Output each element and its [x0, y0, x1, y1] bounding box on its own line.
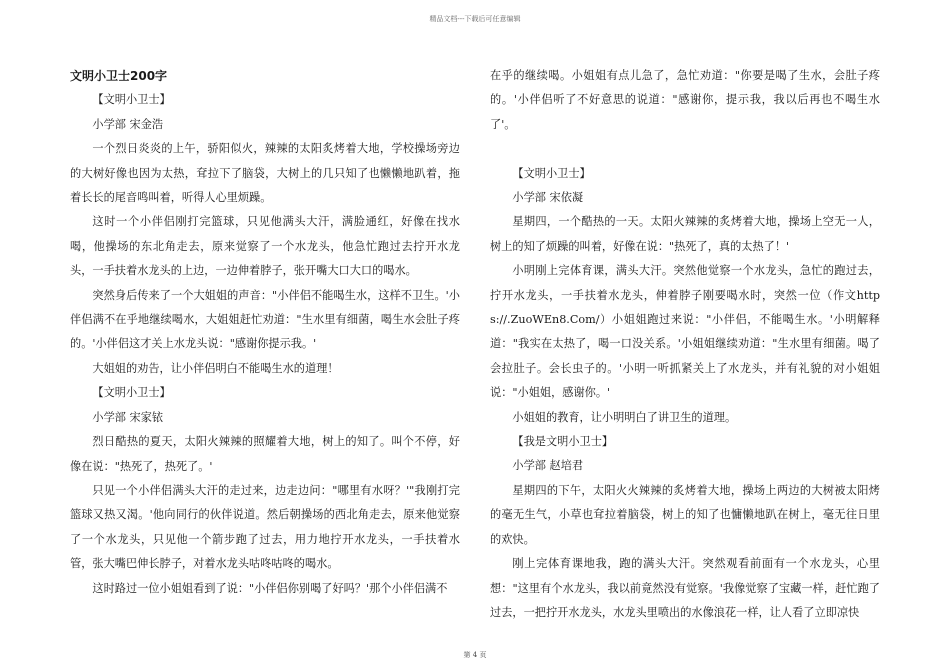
paragraph: 烈日酷热的夏天，太阳火辣辣的照耀着大地，树上的知了。叫个不停，好像在说："热死了，热死了。' [70, 435, 460, 473]
section-heading: 【文明小卫士】 [92, 93, 171, 107]
section-heading: 【我是文明小卫士】 [512, 435, 614, 449]
page-header: 精品文档---下载后可任意编辑 [429, 15, 521, 23]
author-line: 小学部 赵培君 [512, 459, 584, 473]
paragraph: 小明刚上完体育课，满头大汗。突然他觉察一个水龙头，急忙的跑过去，拧开水龙头，一手扶着水龙头，伸着脖子刚要喝水时，突然一位（作文https://.ZuoWEn8.Com/）小姐姐跑过来说："小伴侣，不能喝生水。'小明解释道："我实在太热了，喝一口没关系。'小姐姐继续劝道："生水里有细菌。喝了会拉肚子。会长虫子的。'小明一听抓紧关上了水龙头，并有礼貌的对小姐姐说："小姐姐，感谢你。' [490, 264, 880, 400]
paragraph: 在乎的继续喝。小姐姐有点儿急了，急忙劝道："你要是喝了生水，会肚子疼的。'小伴侣听了不好意思的说道："感谢你，提示我，我以后再也不喝生水了'。 [490, 69, 880, 131]
paragraph: 刚上完体育课地我，跑的满头大汗。突然观看前面有一个水龙头，心里想："这里有个水龙头，我以前竟然没有觉察。'我像觉察了宝藏一样，赶忙跑了过去，一把拧开水龙头，水龙头里喷出的水像浪花一样，让人看了立即凉快 [490, 557, 880, 619]
paragraph: 星期四的下午，太阳火火辣辣的炙烤着大地，操场上两边的大树被太阳烤的毫无生气，小草也耷拉着脑袋，树上的知了也慵懒地趴在树上，毫无往日里的欢快。 [490, 483, 880, 546]
paragraph: 突然身后传来了一个大姐姐的声音："小伴侣不能喝生水，这样不卫生。'小伴侣满不在乎地继续喝水，大姐姐赶忙劝道："生水里有细菌，喝生水会肚子疼的。'小伴侣这才关上水龙头说："感谢你提示我。' [70, 288, 460, 351]
section-heading: 【文明小卫士】 [92, 386, 171, 400]
left-column [70, 64, 460, 601]
paragraph: 这时一个小伴侣刚打完篮球，只见他满头大汗，满脸通红，好像在找水喝，他操场的东北角走去，原来觉察了一个水龙头，他急忙跑过去拧开水龙头，一手扶着水龙头的上边，一边伸着脖子，张开嘴大口大口的喝水。 [70, 215, 460, 278]
paragraph: 星期四，一个酷热的一天。太阳火辣辣的炙烤着大地，操场上空无一人，树上的知了烦躁的叫着，好像在说："热死了，真的太热了！' [490, 215, 880, 253]
paragraph: 大姐姐的劝告，让小伴侣明白不能喝生水的道理！ [92, 361, 339, 375]
document-title: 文明小卫士200字 [70, 69, 168, 83]
author-line: 小学部 宋依凝 [512, 191, 584, 205]
author-line: 小学部 宋金浩 [92, 117, 164, 131]
blank-line [490, 137, 880, 161]
paragraph: 只见一个小伴侣满头大汗的走过来，边走边问："哪里有水呀？'"我刚打完篮球又热又渴。'他向同行的伙伴说道。然后朝操场的西北角走去，原来他觉察了一个水龙头，只见他一个箭步跑了过去，用力地拧开水龙头，一手扶着水管，张大嘴巴伸长脖子，对着水龙头咕咚咕咚的喝水。 [70, 483, 460, 571]
paragraph: 一个烈日炎炎的上午，骄阳似火，辣辣的太阳炙烤着大地，学校操场旁边的大树好像也因为太热，耷拉下了脑袋，大树上的几只知了也懒懒地趴着，拖着长长的尾音鸣叫着，听得人心里烦躁。 [70, 142, 460, 205]
section-heading: 【文明小卫士】 [512, 166, 591, 180]
right-column [490, 64, 880, 625]
author-line: 小学部 宋家铱 [92, 410, 164, 424]
page-footer: 第 4 页 [463, 651, 487, 659]
paragraph: 这时路过一位小姐姐看到了说："小伴侣你别喝了好吗？'那个小伴侣满不 [92, 581, 448, 595]
paragraph: 小姐姐的教育，让小明明白了讲卫生的道理。 [512, 410, 737, 424]
